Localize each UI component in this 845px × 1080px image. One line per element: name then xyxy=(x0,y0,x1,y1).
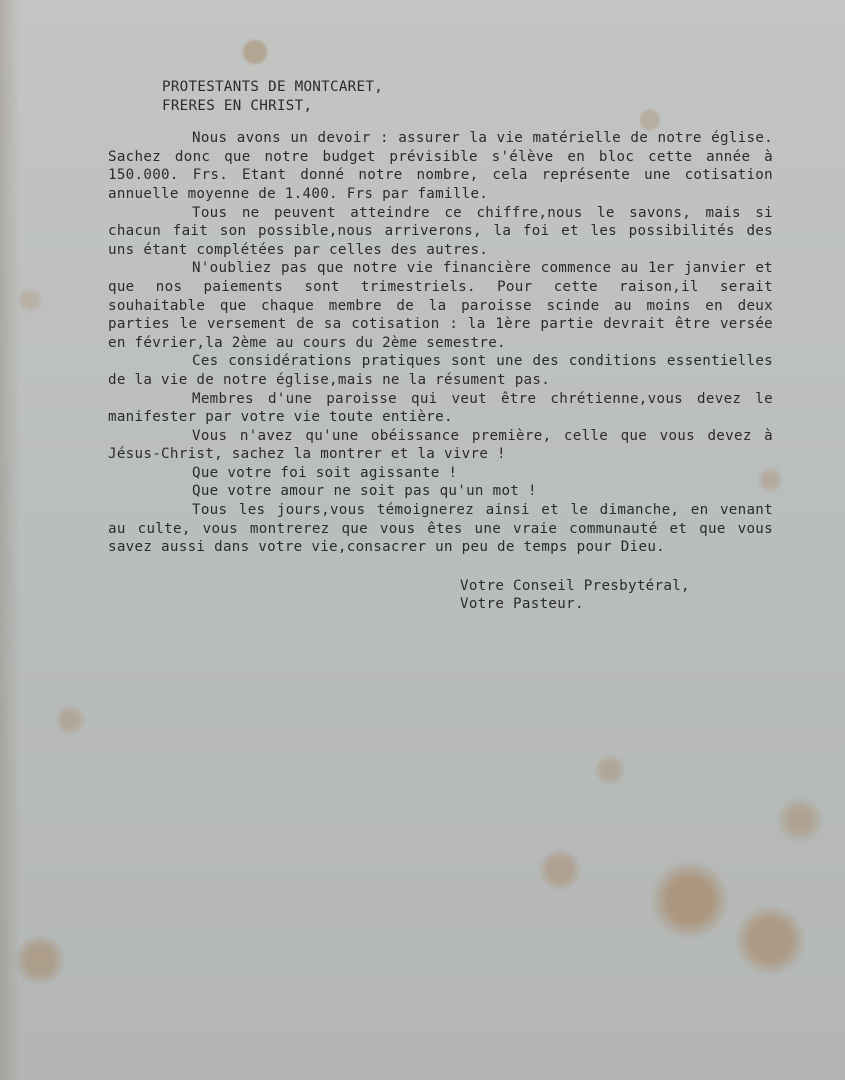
salutation-line-1: PROTESTANTS DE MONTCARET, xyxy=(162,79,384,95)
exhortation-faith: Que votre foi soit agissante ! xyxy=(192,464,458,481)
signature-pastor: Votre Pasteur. xyxy=(460,596,584,613)
paragraph-witness: Tous les jours,vous témoignerez ainsi et le dimanche, en venant au culte, vous montrerez que vous êtes une vraie communauté et que vous savez aussi dans votre vie,consacrer un peu de temps pour Dieu. xyxy=(108,502,773,556)
signature-council: Votre Conseil Presbytéral, xyxy=(460,577,690,594)
salutation-line-2: FRERES EN CHRIST, xyxy=(162,97,313,114)
paragraph-budget: Nous avons un devoir : assurer la vie matérielle de notre église. Sachez donc que notre budget prévisible s'élève en bloc cette année à 150.000. Frs. Etant donné notre nombre, cela représente une cotisation annuelle moyenne de 1.400. Frs par famille. xyxy=(108,130,773,202)
signature-block xyxy=(460,577,773,614)
exhortation-love: Que votre amour ne soit pas qu'un mot ! xyxy=(192,483,537,500)
letter-body xyxy=(108,78,773,614)
paragraph-considerations: Ces considérations pratiques sont une des conditions essentielles de la vie de notre église,mais ne la résument pas. xyxy=(108,353,773,388)
paragraph-members: Membres d'une paroisse qui veut être chrétienne,vous devez le manifester par votre vie toute entière. xyxy=(108,390,773,426)
paper-edge-shadow xyxy=(0,0,20,1080)
paragraph-obedience: Vous n'avez qu'une obéissance première, celle que vous devez à Jésus-Christ, sachez la montrer et la vivre ! xyxy=(108,427,773,463)
paragraph-payments: N'oubliez pas que notre vie financière commence au 1er janvier et que nos paiements sont trimestriels. Pour cette raison,il serait souhaitable que chaque membre de la paroisse scinde au moins en deux parties le versement de sa cotisation : la 1ère partie devrait être versée en février,la 2ème au cours du 2ème semestre. xyxy=(108,260,773,351)
salutation xyxy=(162,78,773,115)
paragraph-contribution: Tous ne peuvent atteindre ce chiffre,nous le savons, mais si chacun fait son possible,nous arriverons, la foi et les possibilités des uns étant complétées par celles des autres. xyxy=(108,204,773,258)
